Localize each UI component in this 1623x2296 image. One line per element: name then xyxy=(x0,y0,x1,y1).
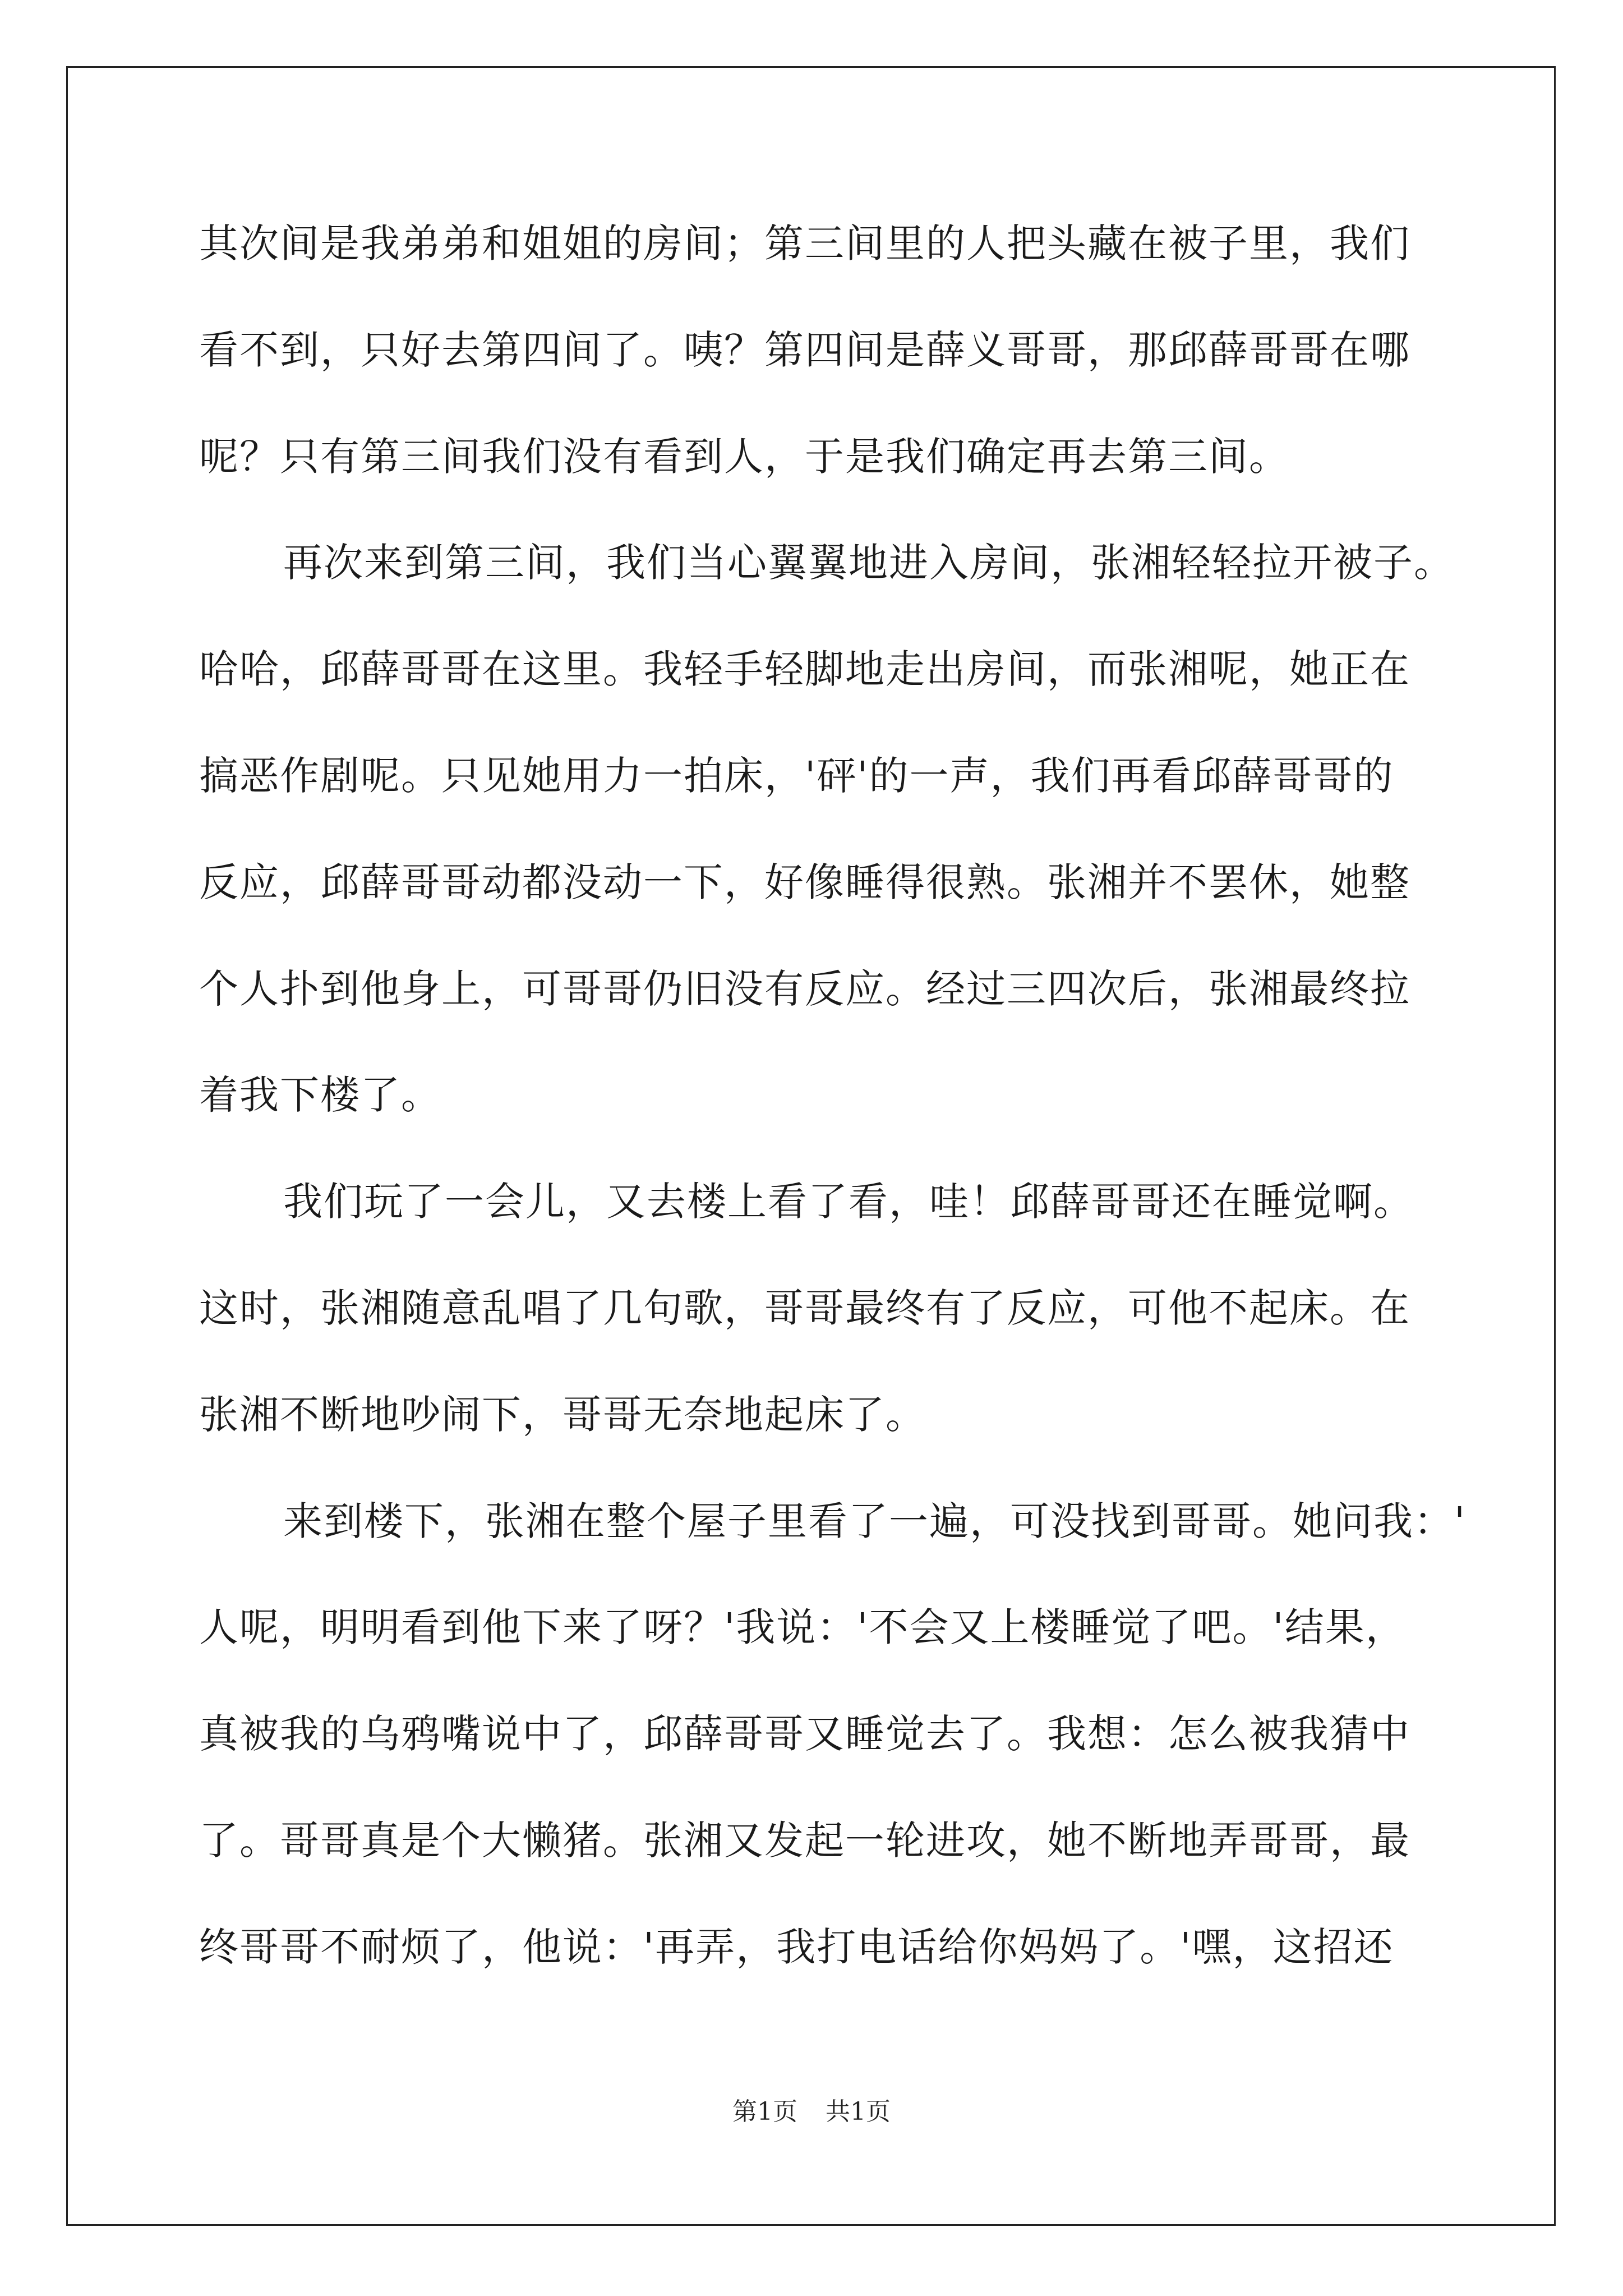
text-line: 搞恶作剧呢。只见她用力一拍床，'砰'的一声，我们再看邱薛哥哥的 xyxy=(199,752,1394,799)
text-line: 反应，邱薛哥哥动都没动一下，好像睡得很熟。张湘并不罢休，她整 xyxy=(199,859,1410,905)
text-line: 看不到，只好去第四间了。咦？第四间是薛义哥哥，那邱薛哥哥在哪 xyxy=(199,326,1410,373)
text-line: 了。哥哥真是个大懒猪。张湘又发起一轮进攻，她不断地弄哥哥，最 xyxy=(199,1817,1410,1864)
text-line: 来到楼下，张湘在整个屋子里看了一遍，可没找到哥哥。她问我：' xyxy=(283,1498,1467,1544)
text-line: 这时，张湘随意乱唱了几句歌，哥哥最终有了反应，可他不起床。在 xyxy=(199,1285,1410,1331)
text-line: 哈哈，邱薛哥哥在这里。我轻手轻脚地走出房间，而张湘呢，她正在 xyxy=(199,646,1410,693)
page-footer xyxy=(0,2091,1623,2127)
text-line: 其次间是我弟弟和姐姐的房间；第三间里的人把头藏在被子里，我们 xyxy=(199,220,1410,266)
page-number: 第1页 xyxy=(732,2097,797,2126)
text-line: 真被我的乌鸦嘴说中了，邱薛哥哥又睡觉去了。我想：怎么被我猜中 xyxy=(199,1711,1410,1757)
text-line: 个人扑到他身上，可哥哥仍旧没有反应。经过三四次后，张湘最终拉 xyxy=(199,965,1410,1012)
text-line: 人呢，明明看到他下来了呀？'我说：'不会又上楼睡觉了吧。'结果， xyxy=(199,1604,1406,1651)
text-line: 呢？只有第三间我们没有看到人，于是我们确定再去第三间。 xyxy=(199,433,1289,480)
text-line: 终哥哥不耐烦了，他说：'再弄，我打电话给你妈妈了。'嘿，这招还 xyxy=(199,1924,1394,1970)
document-body xyxy=(199,191,1467,2001)
text-line: 着我下楼了。 xyxy=(199,1072,441,1119)
text-line: 再次来到第三间，我们当心翼翼地进入房间，张湘轻轻拉开被子。 xyxy=(283,540,1454,586)
text-line: 张湘不断地吵闹下，哥哥无奈地起床了。 xyxy=(199,1391,926,1438)
text-line: 我们玩了一会儿，又去楼上看了看，哇！邱薛哥哥还在睡觉啊。 xyxy=(283,1179,1414,1225)
total-pages: 共1页 xyxy=(826,2097,891,2126)
